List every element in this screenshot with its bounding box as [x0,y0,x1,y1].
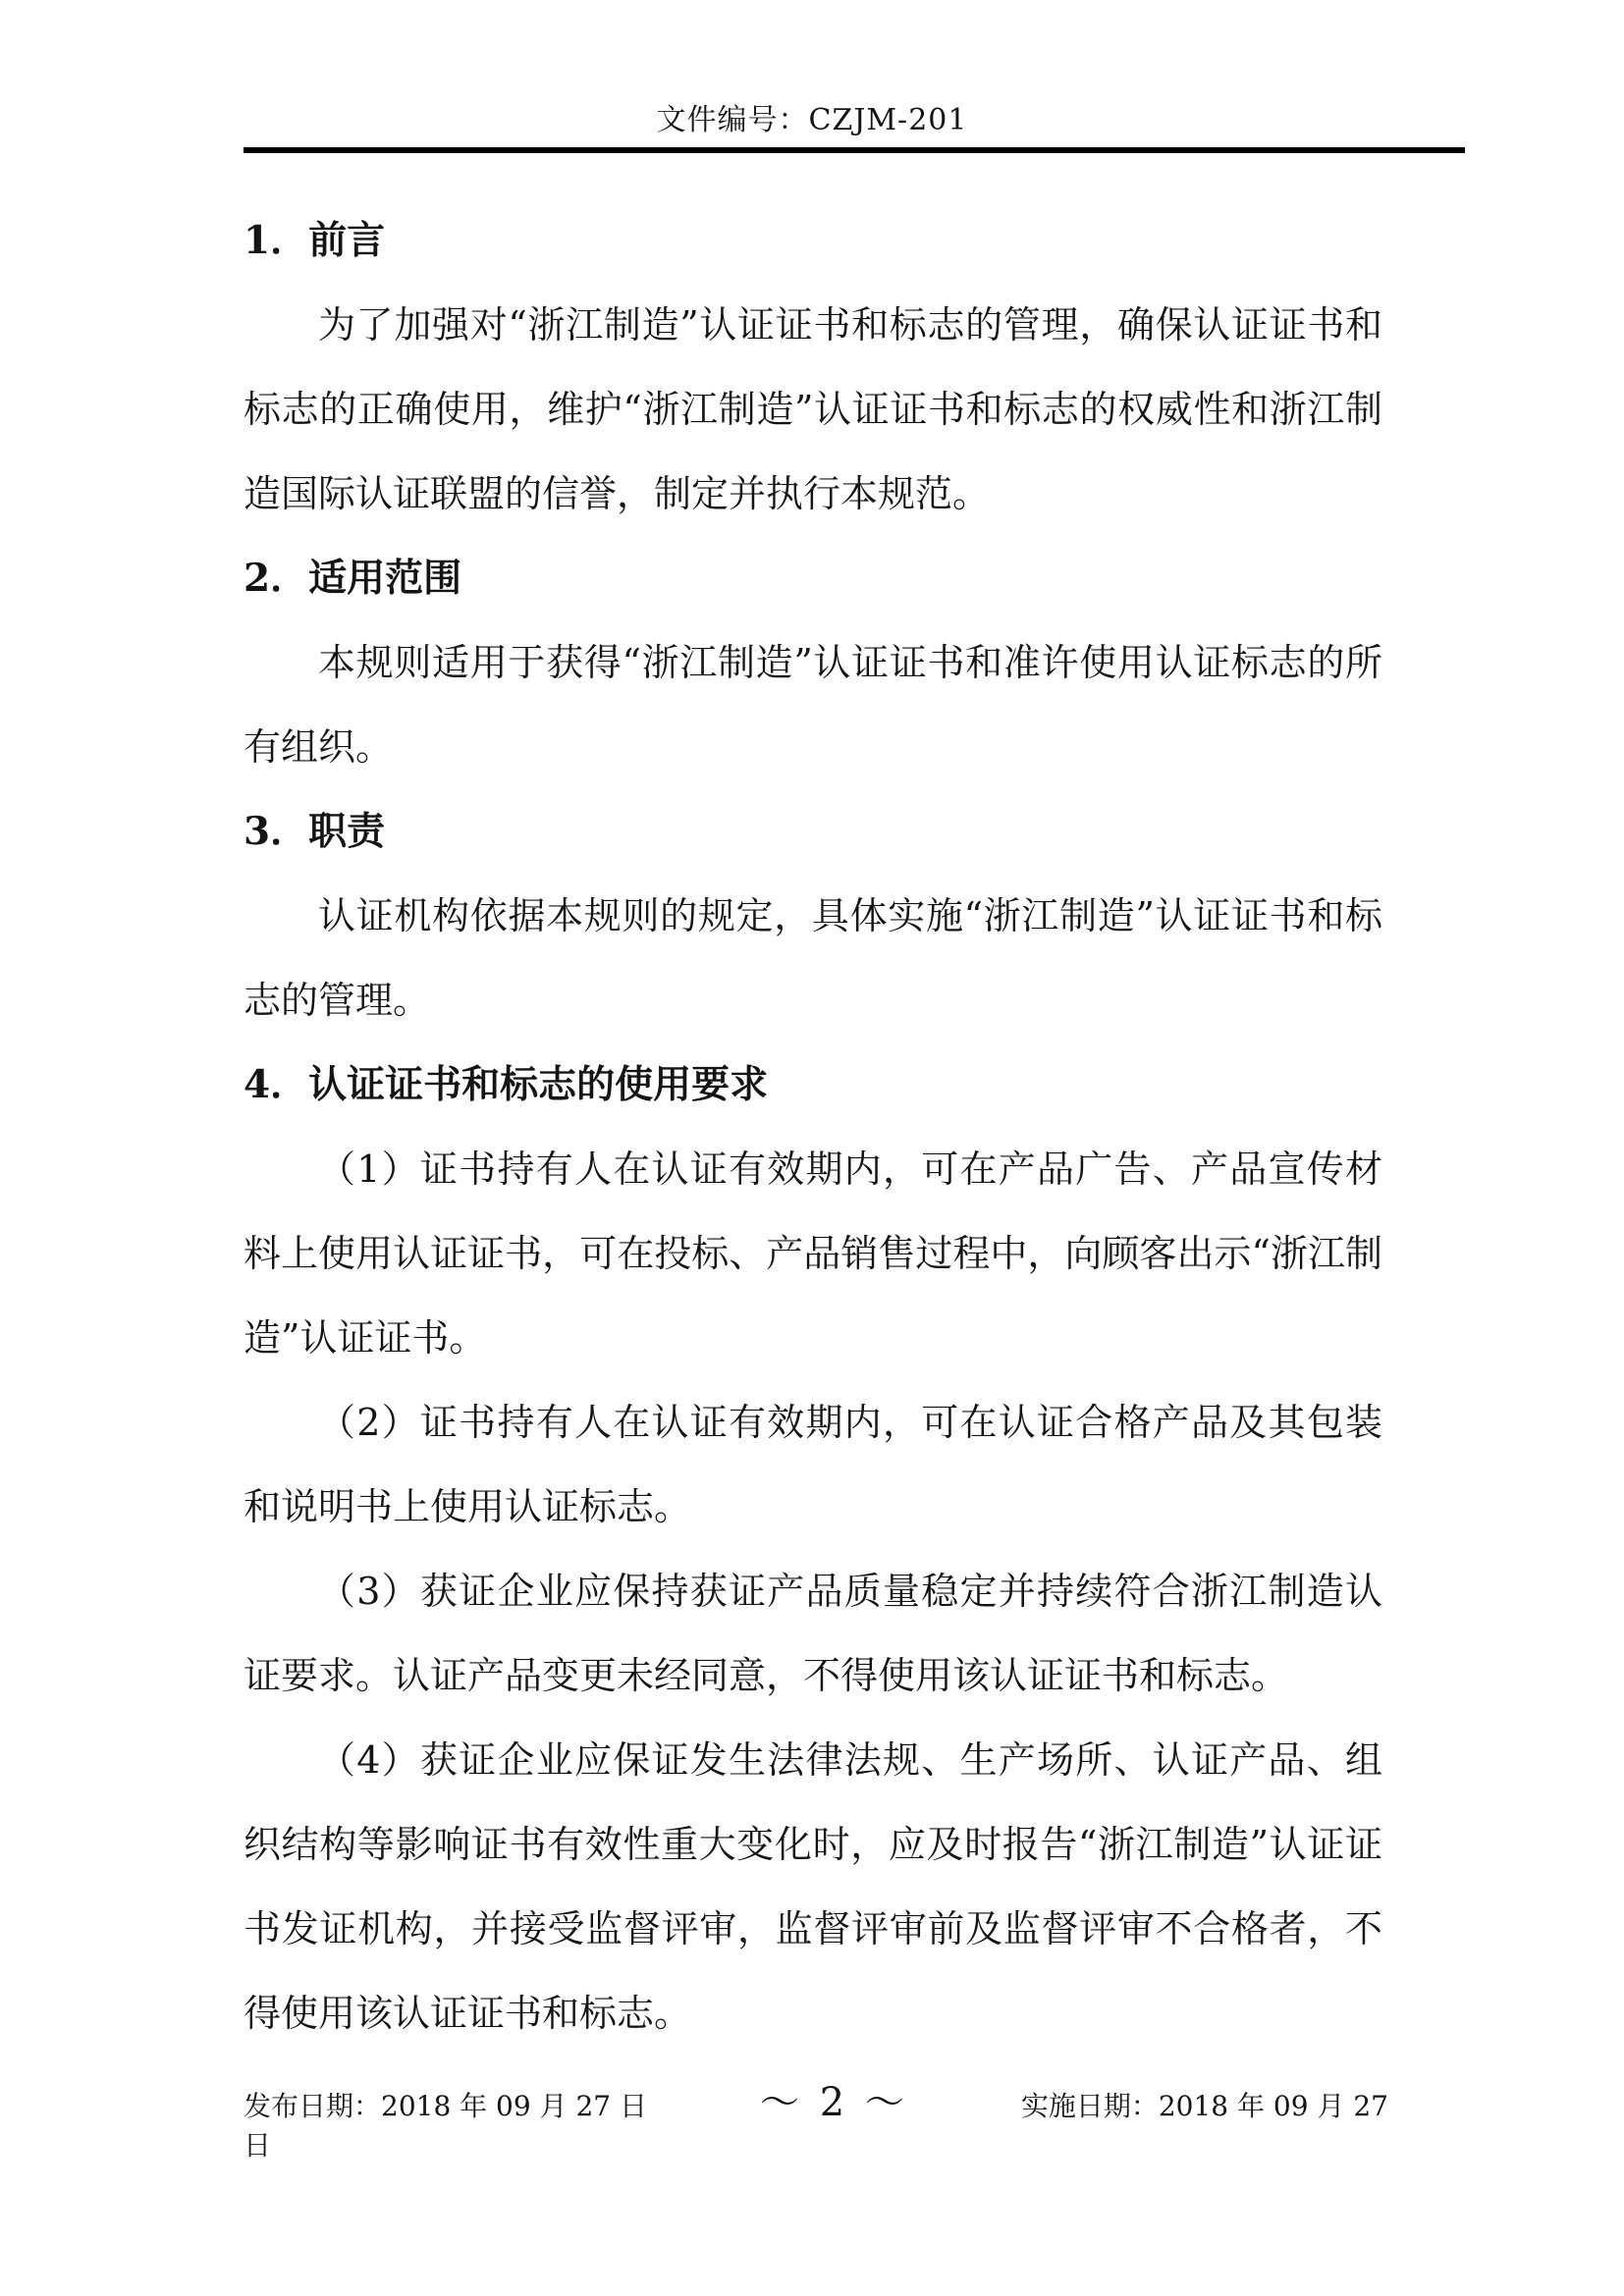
section-heading: 1．前言 [244,218,386,263]
paragraph: （1）证书持有人在认证有效期内，可在产品广告、产品宣传材料上使用认证证书，可在投标、产品销售过程中，向顾客出示“浙江制造”认证证书。 [244,1148,1382,1360]
implement-date: 实施日期：2018 年 09 月 27 [1020,2090,1388,2122]
document-number-header: 文件编号：CZJM-201 [656,103,968,137]
paragraph: （3）获证企业应保持获证产品质量稳定并持续符合浙江制造认证要求。认证产品变更未经同意，不得使用该认证证书和标志。 [244,1570,1382,1697]
page-number: ～ 2 ～ [760,2080,908,2125]
document-body [244,198,1382,2056]
document-footer [244,2080,1388,2165]
section-heading: 2．适用范围 [244,556,462,601]
paragraph: 认证机构依据本规则的规定，具体实施“浙江制造”认证证书和标志的管理。 [244,894,1382,1022]
release-date: 发布日期：2018 年 09 月 27 日 [244,2090,648,2122]
section-heading: 4．认证证书和标志的使用要求 [244,1062,769,1107]
paragraph: 本规则适用于获得“浙江制造”认证证书和准许使用认证标志的所有组织。 [244,641,1382,769]
header-divider-rule [244,147,1465,153]
implement-date-wrapped-char: 日 [244,2129,272,2162]
section-heading: 3．职责 [244,809,386,854]
paragraph: （4）获证企业应保证发生法律法规、生产场所、认证产品、组织结构等影响证书有效性重大变化时，应及时报告“浙江制造”认证证书发证机构，并接受监督评审，监督评审前及监督评审不合格者，不得使用该认证证书和标志。 [244,1738,1382,2035]
paragraph: 为了加强对“浙江制造”认证证书和标志的管理，确保认证证书和标志的正确使用，维护“浙江制造”认证证书和标志的权威性和浙江制造国际认证联盟的信誉，制定并执行本规范。 [244,303,1382,515]
paragraph: （2）证书持有人在认证有效期内，可在认证合格产品及其包装和说明书上使用认证标志。 [244,1401,1382,1528]
footer-line [244,2080,1388,2126]
